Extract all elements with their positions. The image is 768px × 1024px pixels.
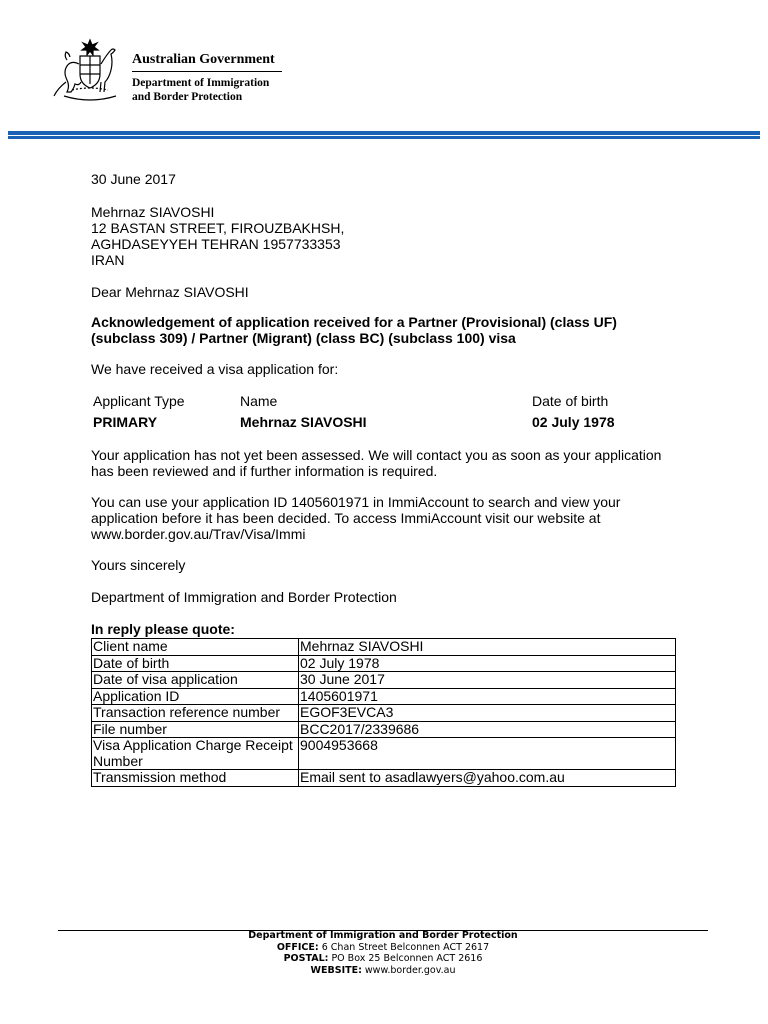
table-row (92, 639, 676, 656)
footer-website-label: WEBSITE: (310, 964, 362, 976)
letter-date: 30 June 2017 (91, 171, 176, 187)
row-label: Date of birth (92, 655, 299, 672)
immiaccount-para-line2: application before it has been decided. To access ImmiAccount visit our website at (91, 510, 601, 526)
closing: Yours sincerely (91, 557, 186, 573)
header-band-thin (8, 136, 760, 139)
department-name-line2: and Border Protection (132, 91, 243, 103)
government-name: Australian Government (132, 52, 275, 67)
assessment-para-line2: has been reviewed and if further information is required. (91, 463, 438, 479)
footer-office-label: OFFICE: (276, 941, 319, 953)
table-row (92, 688, 676, 705)
table-row (92, 738, 676, 770)
table-row (92, 721, 676, 738)
row-value: 30 June 2017 (299, 672, 676, 689)
row-label: File number (92, 721, 299, 738)
immiaccount-para-line1: You can use your application ID 1405601971 in ImmiAccount to search and view your (91, 494, 621, 510)
recipient-address-line2: AGHDASEYYEH TEHRAN 1957733353 (91, 236, 341, 252)
coat-of-arms-logo (52, 38, 128, 104)
row-value: Mehrnaz SIAVOSHI (299, 639, 676, 656)
footer-office (58, 942, 708, 954)
name-header: Name (240, 393, 278, 409)
table-row (92, 770, 676, 787)
applicant-dob-value: 02 July 1978 (532, 414, 615, 430)
row-value: 02 July 1978 (299, 655, 676, 672)
reply-heading: In reply please quote: (91, 621, 235, 637)
intro-text: We have received a visa application for: (91, 361, 339, 377)
applicant-type-value: PRIMARY (93, 414, 158, 430)
assessment-para-line1: Your application has not yet been assessed. We will contact you as soon as your application (91, 447, 662, 463)
table-row (92, 672, 676, 689)
table-row (92, 705, 676, 722)
header-band-thick (8, 131, 760, 135)
row-label: Transaction reference number (92, 705, 299, 722)
salutation: Dear Mehrnaz SIAVOSHI (91, 284, 249, 300)
row-label: Date of visa application (92, 672, 299, 689)
row-label: Application ID (92, 688, 299, 705)
row-value: 1405601971 (299, 688, 676, 705)
footer-postal (58, 953, 708, 965)
applicant-name-value: Mehrnaz SIAVOSHI (240, 414, 367, 430)
row-label: Client name (92, 639, 299, 656)
row-value: 9004953668 (299, 738, 676, 770)
footer-website-value: www.border.gov.au (364, 964, 456, 976)
subject-line1: Acknowledgement of application received for a Partner (Provisional) (class UF) (91, 314, 617, 330)
footer-postal-label: POSTAL: (283, 953, 329, 964)
footer-postal-value: PO Box 25 Belconnen ACT 2616 (331, 953, 483, 964)
row-label: Transmission method (92, 770, 299, 787)
footer-office-value: 6 Chan Street Belconnen ACT 2617 (321, 941, 490, 953)
dob-header: Date of birth (532, 393, 609, 409)
footer-department: Department of Immigration and Border Protection (248, 930, 518, 941)
immiaccount-url: www.border.gov.au/Trav/Visa/Immi (91, 526, 306, 542)
signature: Department of Immigration and Border Protection (91, 589, 397, 605)
recipient-name: Mehrnaz SIAVOSHI (91, 204, 215, 220)
footer-website (58, 965, 708, 977)
reply-quote-table (91, 638, 676, 787)
row-label: Visa Application Charge Receipt Number (92, 738, 299, 770)
row-value: EGOF3EVCA3 (299, 705, 676, 722)
applicant-type-header: Applicant Type (93, 393, 185, 409)
row-value: BCC2017/2339686 (299, 721, 676, 738)
subject-line2: (subclass 309) / Partner (Migrant) (class BC) (subclass 100) visa (91, 330, 516, 346)
letterhead-rule (132, 71, 282, 72)
table-row (92, 655, 676, 672)
department-name-line1: Department of Immigration (132, 77, 270, 89)
letterhead (132, 52, 282, 104)
recipient-country: IRAN (91, 252, 125, 268)
row-value: Email sent to asadlawyers@yahoo.com.au (299, 770, 676, 787)
footer (58, 930, 708, 976)
recipient-address-line1: 12 BASTAN STREET, FIROUZBAKHSH, (91, 220, 345, 236)
